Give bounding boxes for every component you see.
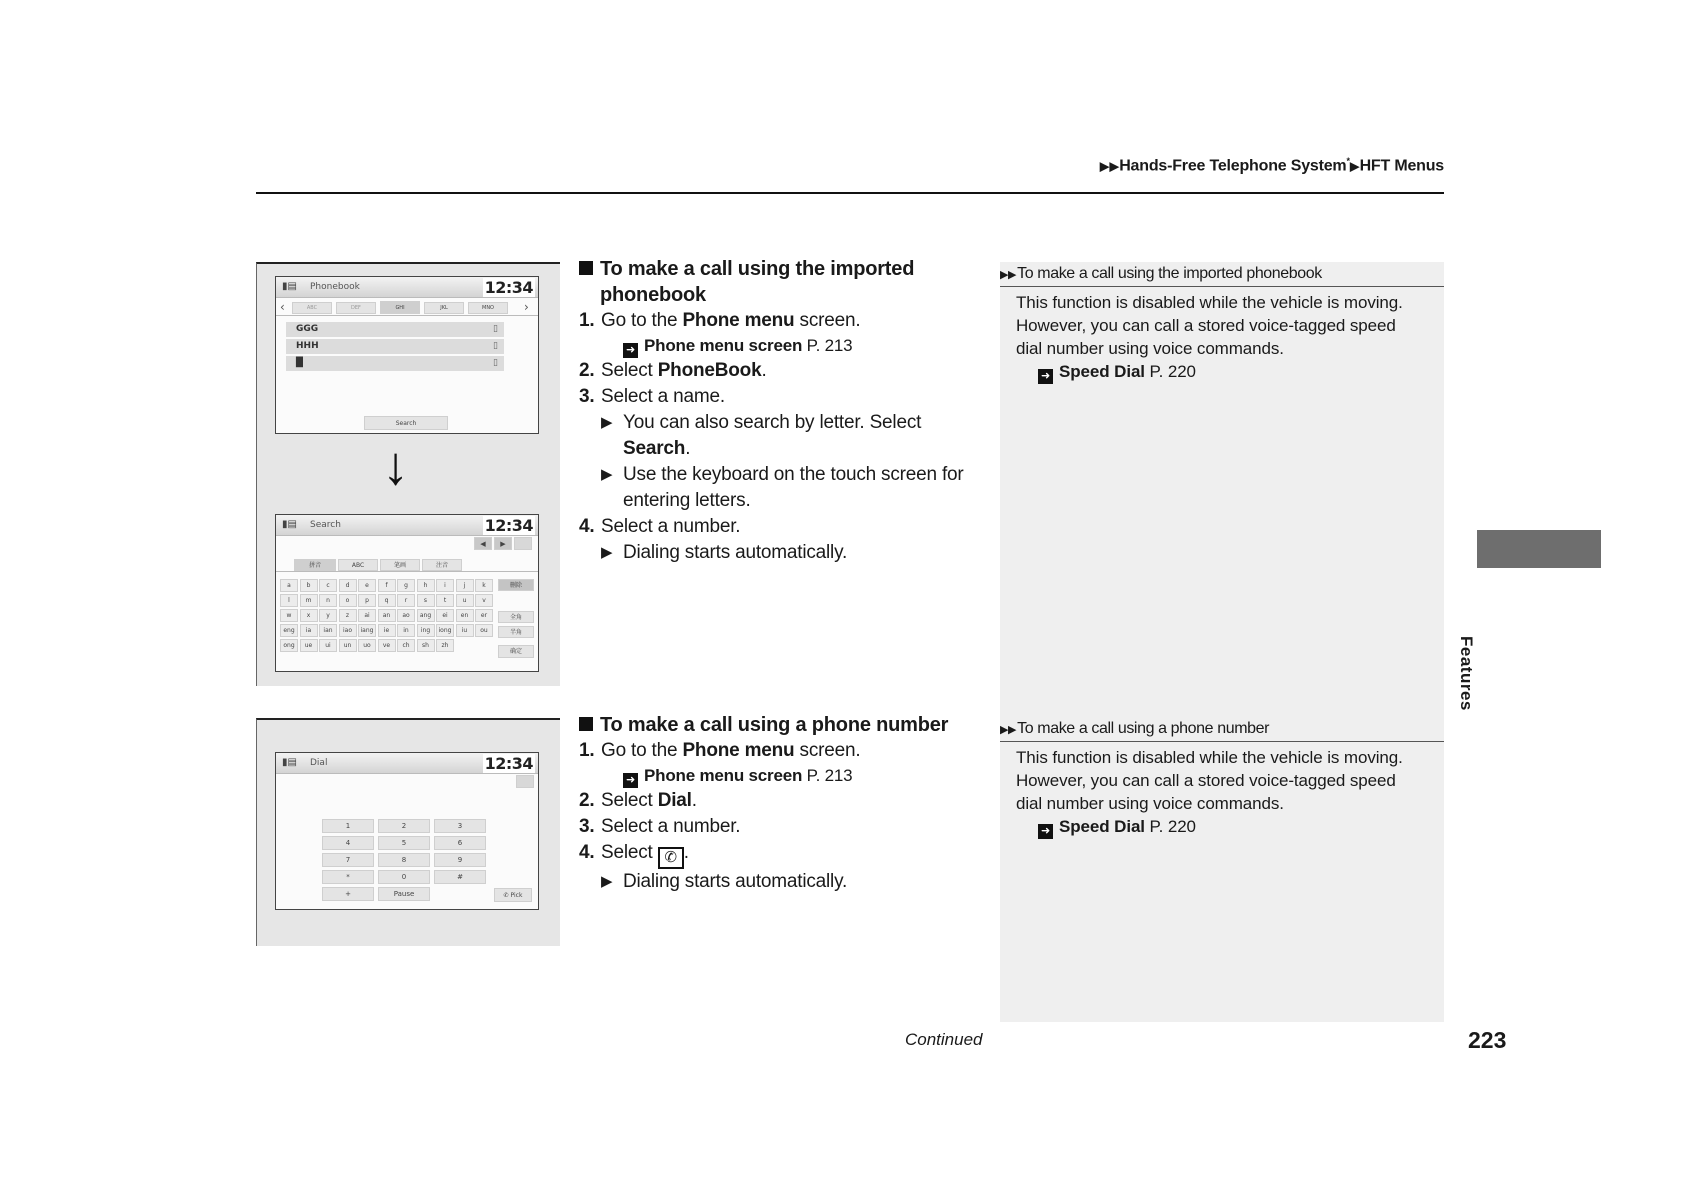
keyboard-key[interactable]: ao <box>397 609 415 622</box>
pick-label: Pick <box>510 892 523 899</box>
keyboard-key[interactable]: h <box>417 579 435 592</box>
dial-key[interactable]: + <box>322 887 374 901</box>
delete-key[interactable]: 删除 <box>498 579 534 591</box>
screen-title: Phonebook <box>310 282 360 292</box>
call-button-icon: ✆ <box>658 847 684 869</box>
heading-square-icon <box>579 261 593 275</box>
keyboard-key[interactable]: k <box>475 579 493 592</box>
breadcrumb <box>0 156 1444 175</box>
confirm-key[interactable]: 确定 <box>498 645 534 658</box>
chevron-left-icon[interactable]: ‹ <box>280 300 285 314</box>
step-text: . <box>691 790 697 811</box>
step-2 <box>579 788 989 814</box>
dial-key[interactable]: 3 <box>434 819 486 833</box>
note-title-text: To make a call using the imported phonebook <box>1017 265 1322 282</box>
keyboard-key[interactable]: d <box>339 579 357 592</box>
chapter-tab[interactable] <box>1477 530 1601 568</box>
pick-button[interactable] <box>494 888 532 902</box>
keyboard-key[interactable]: iang <box>358 624 376 637</box>
keyboard-key[interactable]: iong <box>436 624 454 637</box>
step-number: 1. <box>579 310 595 331</box>
note-title-text: To make a call using a phone number <box>1017 720 1270 737</box>
title-bar <box>276 277 538 298</box>
keyboard-key[interactable]: w <box>280 609 298 622</box>
step-4 <box>579 840 989 869</box>
screenshot-panel-dial <box>256 718 560 946</box>
note-title <box>1000 717 1444 742</box>
breadcrumb-arrow-icon: ▶▶ <box>1099 158 1120 174</box>
keyboard-key[interactable]: ai <box>358 609 376 622</box>
phone-icon: ▯ <box>493 358 498 368</box>
note-text: Dialing starts automatically. <box>623 542 848 563</box>
reference-arrow-icon: ➜ <box>623 343 638 358</box>
bullet-arrow-icon: ▶ <box>601 544 613 561</box>
tab-ghi[interactable]: GHI <box>380 301 420 314</box>
screen-title: Dial <box>310 758 328 768</box>
search-screen <box>275 514 539 672</box>
ref-title: Phone menu screen <box>644 336 803 355</box>
keyboard-key[interactable]: ang <box>417 609 435 622</box>
heading-line: phonebook <box>600 284 706 306</box>
keyboard-key[interactable]: sh <box>417 639 435 652</box>
tab-stroke[interactable]: 笔画 <box>380 559 420 571</box>
keyboard-key[interactable]: j <box>456 579 474 592</box>
tab-abc[interactable]: ABC <box>338 559 378 571</box>
dial-key[interactable]: 1 <box>322 819 374 833</box>
keyboard-key[interactable]: t <box>436 594 454 607</box>
step-1 <box>579 738 989 764</box>
dial-key[interactable]: Pause <box>378 887 430 901</box>
keyboard-key[interactable]: u <box>456 594 474 607</box>
keyboard-key[interactable]: ing <box>417 624 435 637</box>
keyboard-key[interactable]: iu <box>456 624 474 637</box>
step-text: Select a number. <box>601 516 741 537</box>
phone-icon: ▯ <box>493 324 498 334</box>
tab-mno[interactable]: MNO <box>468 302 508 314</box>
keyboard-key[interactable]: n <box>319 594 337 607</box>
step-3 <box>579 384 979 410</box>
note-body <box>1000 287 1444 384</box>
full-width-key[interactable]: 全角 <box>498 611 534 623</box>
keyboard-key[interactable]: c <box>319 579 337 592</box>
keyboard-key[interactable]: p <box>358 594 376 607</box>
step-text: Select <box>601 790 658 811</box>
phonebook-screen <box>275 276 539 434</box>
ref-page: P. 220 <box>1144 362 1196 381</box>
bullet-arrow-icon: ▶ <box>601 414 613 431</box>
step-number: 3. <box>579 386 595 407</box>
heading-line: To make a call using the imported <box>600 258 915 280</box>
dial-key[interactable]: 8 <box>378 853 430 867</box>
dial-key[interactable]: 2 <box>378 819 430 833</box>
keyboard-key[interactable]: in <box>397 624 415 637</box>
keyboard-key[interactable]: ve <box>378 639 396 652</box>
clock: 12:34 <box>484 754 533 773</box>
dial-key[interactable]: 9 <box>434 853 486 867</box>
clock: 12:34 <box>484 516 533 535</box>
keyboard-key[interactable]: s <box>417 594 435 607</box>
keyboard-key[interactable]: r <box>397 594 415 607</box>
list-item[interactable] <box>286 339 504 354</box>
dial-key[interactable]: * <box>322 870 374 884</box>
list-item[interactable] <box>286 356 504 371</box>
chevron-right-icon[interactable]: › <box>524 300 529 314</box>
keyboard-key[interactable]: ei <box>436 609 454 622</box>
dial-key[interactable]: 0 <box>378 870 430 884</box>
step-number: 1. <box>579 740 595 761</box>
note-text: You can also search by letter. Select <box>623 412 922 433</box>
title-bar <box>276 753 538 774</box>
keyboard-key[interactable]: ie <box>378 624 396 637</box>
keyboard-key[interactable]: f <box>378 579 396 592</box>
step-number: 4. <box>579 842 595 863</box>
note-title <box>1000 262 1444 287</box>
tab-pinyin[interactable]: 拼音 <box>294 559 336 571</box>
list-item[interactable] <box>286 322 504 337</box>
bullet-arrow-icon: ▶ <box>601 466 613 483</box>
search-button[interactable]: Search <box>364 416 448 430</box>
step-text: . <box>761 360 767 381</box>
step-text: screen. <box>794 310 861 331</box>
phone-status-icon: ▮▤ <box>282 757 297 768</box>
keyboard-key[interactable]: en <box>456 609 474 622</box>
phone-status-icon: ▮▤ <box>282 281 297 292</box>
cross-reference-phone-menu[interactable] <box>579 334 979 358</box>
cross-reference-speed-dial[interactable] <box>1016 815 1428 839</box>
note-arrow-icon: ▶▶ <box>1000 269 1017 281</box>
ref-title: Speed Dial <box>1059 817 1145 836</box>
keyboard-key[interactable]: b <box>300 579 318 592</box>
phone-status-icon: ▮▤ <box>282 519 297 530</box>
step-number: 2. <box>579 790 595 811</box>
note-arrow-icon: ▶▶ <box>1000 724 1017 736</box>
footnote-asterisk: * <box>1346 156 1350 166</box>
step-number: 4. <box>579 516 595 537</box>
section-imported-phonebook <box>579 256 979 566</box>
dial-key[interactable]: 7 <box>322 853 374 867</box>
down-arrow-icon: ↓ <box>382 436 409 496</box>
keyboard-key[interactable]: uo <box>358 639 376 652</box>
note-line: However, you can call a stored voice-tagged speed <box>1016 771 1396 790</box>
half-width-key[interactable]: 半角 <box>498 626 534 638</box>
keyboard-key[interactable]: z <box>339 609 357 622</box>
keyboard-key[interactable]: m <box>300 594 318 607</box>
keyboard-key[interactable]: ia <box>300 624 318 637</box>
keyboard-key[interactable]: er <box>475 609 493 622</box>
section-heading <box>579 256 979 308</box>
back-button[interactable] <box>516 775 534 788</box>
breadcrumb-section[interactable]: HFT Menus <box>1359 157 1444 175</box>
note-line: dial number using voice commands. <box>1016 794 1284 813</box>
step-bold: Dial <box>657 790 692 811</box>
step-1 <box>579 308 979 334</box>
dial-key[interactable]: 4 <box>322 836 374 850</box>
step-bold: PhoneBook <box>657 360 762 381</box>
step-3 <box>579 814 989 840</box>
section-phone-number <box>579 712 989 895</box>
chapter-tab-label: Features <box>1457 636 1476 711</box>
header-rule <box>256 192 1444 194</box>
list-item-name: █ <box>296 358 303 368</box>
screenshot-panel-phonebook <box>256 262 560 686</box>
keyboard-key[interactable]: ong <box>280 639 298 652</box>
note-text: entering letters. <box>623 490 751 511</box>
keyboard-key[interactable]: ou <box>475 624 493 637</box>
keyboard-key[interactable]: q <box>378 594 396 607</box>
step-4-note <box>579 869 989 895</box>
clock: 12:34 <box>484 278 533 297</box>
breadcrumb-arrow-icon: ▶ <box>1349 158 1360 174</box>
keyboard-key[interactable]: y <box>319 609 337 622</box>
keyboard-key[interactable]: zh <box>436 639 454 652</box>
bullet-arrow-icon: ▶ <box>601 873 613 890</box>
keyboard-key[interactable]: iao <box>339 624 357 637</box>
tab-def[interactable]: DEF <box>336 302 376 314</box>
dial-key[interactable]: 6 <box>434 836 486 850</box>
note-line: This function is disabled while the vehicle is moving. <box>1016 293 1403 312</box>
keyboard-key[interactable]: i <box>436 579 454 592</box>
tab-zhuyin[interactable]: 注音 <box>422 559 462 571</box>
keyboard-key[interactable]: v <box>475 594 493 607</box>
list-item-name: GGG <box>296 324 319 334</box>
ref-page: P. 220 <box>1144 817 1196 836</box>
tab-abc[interactable]: ABC <box>292 302 332 314</box>
step-text: Select <box>601 842 658 863</box>
ref-title: Speed Dial <box>1059 362 1145 381</box>
keyboard-key[interactable]: an <box>378 609 396 622</box>
ref-title: Phone menu screen <box>644 766 803 785</box>
keyboard-key[interactable]: g <box>397 579 415 592</box>
note-line: However, you can call a stored voice-tagged speed <box>1016 316 1396 335</box>
heading-square-icon <box>579 717 593 731</box>
cross-reference-speed-dial[interactable] <box>1016 360 1428 384</box>
note-text: . <box>685 438 691 459</box>
keyboard-key[interactable]: un <box>339 639 357 652</box>
note-line: dial number using voice commands. <box>1016 339 1284 358</box>
dial-key[interactable]: 5 <box>378 836 430 850</box>
step-4-note <box>579 540 979 566</box>
section-heading <box>579 712 989 738</box>
phone-handset-icon: ✆ <box>503 892 509 899</box>
note-bold: Search <box>623 438 686 459</box>
step-number: 2. <box>579 360 595 381</box>
note-body <box>1000 742 1444 839</box>
note-line: This function is disabled while the vehicle is moving. <box>1016 748 1403 767</box>
reference-arrow-icon: ➜ <box>1038 369 1053 384</box>
step-bold: Phone menu <box>682 740 795 761</box>
keyboard-key[interactable]: ian <box>319 624 337 637</box>
keyboard-key[interactable]: ch <box>397 639 415 652</box>
list-item-name: HHH <box>296 341 319 351</box>
cursor-left-button[interactable]: ◀ <box>474 537 492 550</box>
phone-icon: ▯ <box>493 341 498 351</box>
step-text: screen. <box>794 740 861 761</box>
step-text: Go to the <box>601 310 683 331</box>
dial-screen <box>275 752 539 910</box>
keyboard-key[interactable]: ue <box>300 639 318 652</box>
reference-arrow-icon: ➜ <box>1038 824 1053 839</box>
note-imported-phonebook <box>1000 262 1444 384</box>
back-button[interactable] <box>514 537 532 550</box>
step-3-note-keyboard <box>579 462 979 514</box>
ref-page: P. 213 <box>802 336 853 355</box>
keyboard-key[interactable]: eng <box>280 624 298 637</box>
cursor-right-button[interactable]: ▶ <box>494 537 512 550</box>
step-number: 3. <box>579 816 595 837</box>
step-text: Select a number. <box>601 816 741 837</box>
step-text: Go to the <box>601 740 683 761</box>
step-text: . <box>683 842 689 863</box>
screen-title: Search <box>310 520 341 530</box>
step-text: Select <box>601 360 658 381</box>
tab-jkl[interactable]: JKL <box>424 302 464 314</box>
keyboard-key[interactable]: o <box>339 594 357 607</box>
continued-label: Continued <box>905 1030 983 1049</box>
breadcrumb-system[interactable]: Hands-Free Telephone System <box>1119 157 1347 175</box>
dial-key[interactable]: # <box>434 870 486 884</box>
step-bold: Phone menu <box>682 310 795 331</box>
heading-line: To make a call using a phone number <box>600 714 949 736</box>
keyboard-key[interactable]: x <box>300 609 318 622</box>
ref-page: P. 213 <box>802 766 853 785</box>
keyboard-key[interactable]: ui <box>319 639 337 652</box>
keyboard-key[interactable]: e <box>358 579 376 592</box>
title-bar <box>276 515 538 536</box>
step-2 <box>579 358 979 384</box>
note-text: Use the keyboard on the touch screen for <box>623 464 964 485</box>
step-text: Select a name. <box>601 386 725 407</box>
note-text: Dialing starts automatically. <box>623 871 848 892</box>
keyboard-key[interactable]: a <box>280 579 298 592</box>
cross-reference-phone-menu[interactable] <box>579 764 989 788</box>
step-4 <box>579 514 979 540</box>
keyboard-key[interactable]: l <box>280 594 298 607</box>
note-phone-number <box>1000 717 1444 839</box>
step-3-note-search <box>579 410 979 462</box>
reference-arrow-icon: ➜ <box>623 773 638 788</box>
page-number: 223 <box>1468 1027 1507 1053</box>
